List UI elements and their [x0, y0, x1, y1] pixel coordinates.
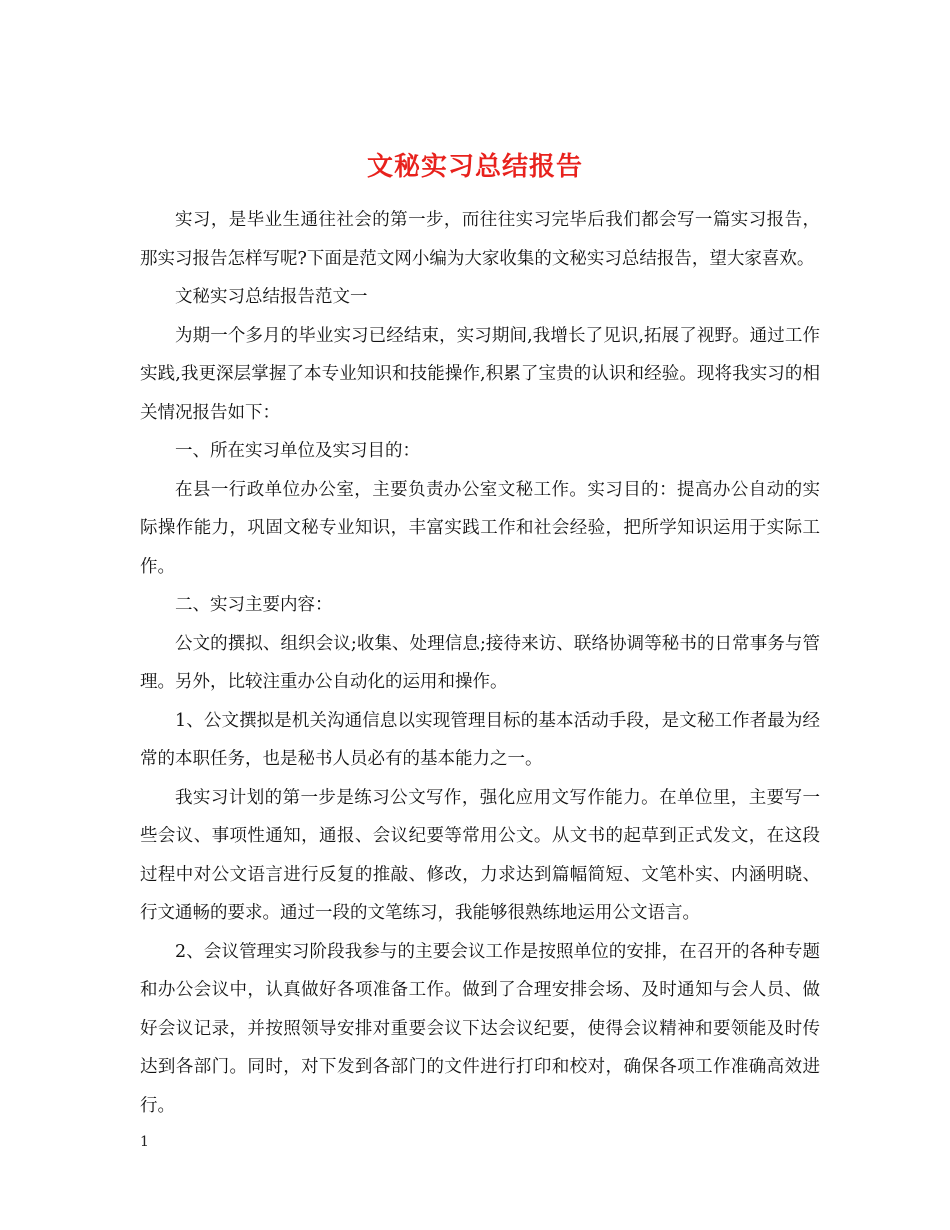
section-heading-unit-purpose: 一、所在实习单位及实习目的： [175, 441, 420, 461]
paragraph-intro: 实习，是毕业生通往社会的第一步，而往往实习完毕后我们都会写一篇实习报告，那实习报告怎样写呢?下面是范文网小编为大家收集的文秘实习总结报告，望大家喜欢。 [140, 210, 820, 269]
paragraph-unit-purpose: 在县一行政单位办公室，主要负责办公室文秘工作。实习目的：提高办公自动的实际操作能力，巩固文秘专业知识，丰富实践工作和社会经验，把所学知识运用于实际工作。 [140, 479, 820, 577]
paragraph-overview: 为期一个多月的毕业实习已经结束，实习期间,我增长了见识,拓展了视野。通过工作实践,我更深层掌握了本专业知识和技能操作,积累了宝贵的认识和经验。现将我实习的相关情况报告如下： [140, 325, 820, 423]
document-title: 文秘实习总结报告 [366, 152, 583, 183]
paragraph-meeting-management: 2、会议管理实习阶段我参与的主要会议工作是按照单位的安排，在召开的各种专题和办公会议中，认真做好各项准备工作。做到了合理安排会场、及时通知与会人员、做好会议记录，并按照领导安排对重要会议下达会议纪要，使得会议精神和要领能及时传达到各部门。同时，对下发到各部门的文件进行打印和校对，确保各项工作准确高效进行。 [140, 941, 820, 1116]
paragraph-main-content: 公文的撰拟、组织会议;收集、处理信息;接待来访、联络协调等秘书的日常事务与管理。另外，比较注重办公自动化的运用和操作。 [140, 633, 820, 692]
section-heading-main-content: 二、实习主要内容： [175, 595, 333, 615]
paragraph-sample-heading: 文秘实习总结报告范文一 [175, 287, 368, 307]
page-number: 1 [140, 1134, 149, 1150]
paragraph-document-drafting: 1、公文撰拟是机关沟通信息以实现管理目标的基本活动手段，是文秘工作者最为经常的本职任务，也是秘书人员必有的基本能力之一。 [140, 710, 820, 769]
paragraph-writing-practice: 我实习计划的第一步是练习公文写作，强化应用文写作能力。在单位里，主要写一些会议、事项性通知，通报、会议纪要等常用公文。从文书的起草到正式发文，在这段过程中对公文语言进行反复的推敲、修改，力求达到篇幅简短、文笔朴实、内涵明晓、行文通畅的要求。通过一段的文笔练习，我能够很熟练地运用公文语言。 [140, 787, 820, 923]
document-body [140, 201, 820, 1125]
